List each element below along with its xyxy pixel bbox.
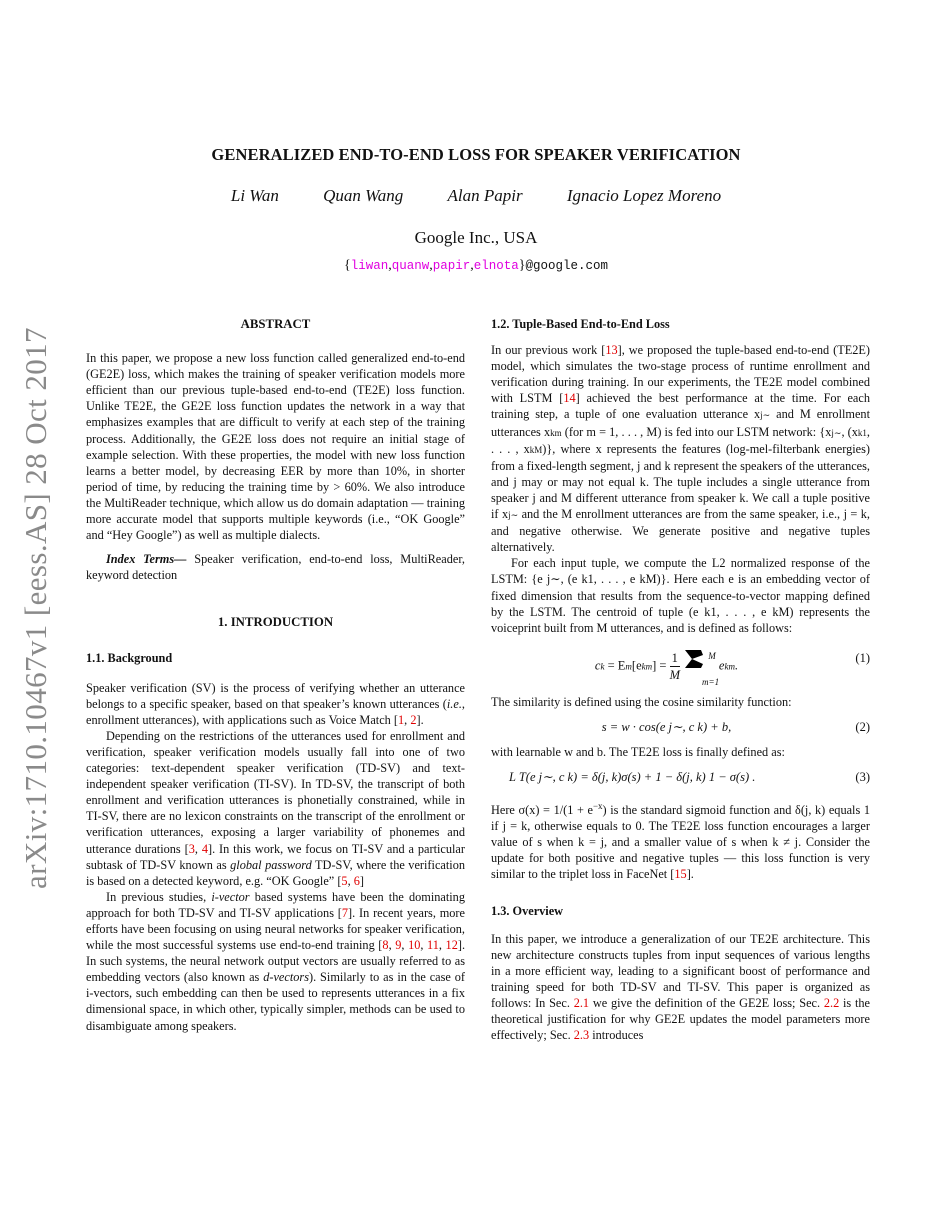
author-name: Alan Papir [447, 186, 523, 205]
paragraph: Here $\sigma(x) = 1/(1 + e^{-x})$ is the standard sigmoid function and δ(j, k) equals 1 if j = k, otherwise equals to 0. The TE2E loss function encourages a larger value of s when k = j, and a smaller value of s when k ≠ j. Consider the update for both positive and negative tuples — this loss function is very similar to the triplet loss in FaceNet [15]. [491, 800, 870, 882]
citation-link[interactable]: 5 [341, 873, 348, 888]
intro-heading: 1. INTRODUCTION [217, 615, 334, 630]
paper-title: GENERALIZED END-TO-END LOSS FOR SPEAKER VERIFICATION [211, 145, 741, 164]
tuple-heading: 1.2. Tuple-Based End-to-End Loss [491, 317, 670, 331]
paragraph: The similarity is defined using the cosine similarity function: [491, 694, 792, 709]
abstract-text: In this paper, we propose a new loss function called generalized end-to-end (GE2E) loss, which makes the training of speaker verification models more efficient than our previous tuple-based end-to-end (TE2E) loss function. Unlike TE2E, the GE2E loss function updates the network in a way that emphasizes examples that are difficult to verify at each step of the training process. Additionally, the GE2E loss does not require an initial stage of example selection. With these properties, the model with new loss function learns a better model, by decreasing EER by more than 10%, in shorter period of time, by reducing the training time by > 60%. We also introduce the MultiReader technique, which allow us do domain adaptation — training more accurate model that supports multiple keywords (i.e., “OK Google” and “Hey Google”) as well as multiple dialects. [86, 351, 465, 543]
equation-1: ck = Em[ekm] = $\frac{1}{M}$ $^M$ ekm. m=1 (1) [594, 650, 870, 687]
citation-link[interactable]: 8 [382, 938, 389, 953]
email-line: {liwan,quanw,papir,elnota}@google.com [343, 258, 609, 273]
affiliation: Google Inc., USA [414, 228, 538, 247]
overview-heading: 1.3. Overview [491, 903, 564, 918]
author-name: Ignacio Lopez Moreno [566, 186, 722, 205]
index-terms: Index Terms— Speaker verification, end-to-end loss, MultiReader, keyword detection [86, 552, 465, 583]
paragraph: with learnable w and b. The TE2E loss is finally defined as: [491, 744, 785, 759]
background-heading: 1.1. Background [86, 650, 173, 665]
paragraph: In our previous work [13], we proposed the tuple-based end-to-end (TE2E) model, which simulates the two-stage process of runtime enrollment and verification during training. In our experiments, the TE2E model combined with LSTM [14] achieved the best performance at the time. For each training step, a tuple of one evaluation utterance xj∼ and M enrollment utterances xkm (for m = 1, . . . , M) is fed into our LSTM network: {xj∼, (xk1, . . . , xkM)}, where x represents the features (log-mel-filterbank energies) from a fixed-length segment, j and k represent the speakers of the utterances, and j may or may not equal k. The tuple includes a single utterance from speaker j and M different utterance from speaker k. We call a tuple positive if xj∼ and the M enrollment utterances are from the same speaker, i.e., j = k, and negative otherwise. We generate positive and negative tuples alternatively. [491, 343, 871, 555]
citation-link[interactable]: 3 [188, 841, 195, 856]
section-link[interactable]: 2.1 [573, 996, 590, 1010]
email-link[interactable]: liwan [350, 259, 389, 273]
email-link[interactable]: papir [432, 259, 471, 273]
right-column [491, 316, 870, 1043]
citation-link[interactable]: 6 [353, 873, 360, 888]
author-name: Li Wan [230, 186, 279, 205]
email-link[interactable]: quanw [391, 259, 430, 273]
citation-link[interactable]: 4 [201, 841, 208, 856]
email-domain: @google.com [525, 259, 609, 273]
citation-link[interactable]: 13 [605, 343, 618, 358]
equation-3: L T(e j∼, c k) = δ(j, k)σ(s) + 1 − δ(j, k) 1 − σ(s) . (3) [509, 769, 870, 784]
citation-link[interactable]: 10 [408, 938, 421, 953]
summation-icon [683, 658, 705, 674]
paragraph: Speaker verification (SV) is the process of verifying whether an utterance belongs to a specific speaker, based on that speaker’s known utterances (i.e., enrollment utterances), with applications such as Voice Match [1, 2]. [86, 680, 465, 727]
citation-link[interactable]: 12 [445, 938, 458, 953]
author-list [0, 186, 952, 206]
paragraph: In this paper, we introduce a generalization of our TE2E architecture. This new architecture constructs tuples from input sequences of various lengths in a more efficient way, leading to a significant boost of performance and training speed for both TD-SV and TI-SV. This paper is organized as follows: In Sec. 2.1 we give the definition of the GE2E loss; Sec. 2.2 is the theoretical justification for why GE2E updates the model parameters more effectively; Sec. 2.3 introduces [491, 931, 871, 1043]
section-link[interactable]: 2.3 [573, 1028, 590, 1043]
arxiv-side-label: arXiv:1710.10467v1 [eess.AS] 28 Oct 2017 [18, 326, 54, 889]
paragraph: For each input tuple, we compute the L2 normalized response of the LSTM: {e j∼, (e k1, . . . , e kM)}. Here each e is an embedding vector of fixed dimension that results from the sequence-to-vector mapping defined by the LSTM. The centroid of tuple (e k1, . . . , e kM) represents the voiceprint built from M utterances, and is defined as follows: [491, 556, 870, 635]
equation-2: s = w · cos(e j∼, c k) + b, (2) [601, 719, 870, 734]
section-link[interactable]: 2.2 [823, 996, 840, 1010]
citation-link[interactable]: 9 [395, 938, 402, 953]
email-link[interactable]: elnota [473, 259, 519, 273]
citation-link[interactable]: 11 [427, 938, 439, 953]
paragraph: Depending on the restrictions of the utterances used for enrollment and verification, speaker verification models usually fall into one of two categories: text-dependent speaker verification (TD-SV) and text-independent speaker verification (TI-SV). In TD-SV, the transcript of both enrollment and verification utterances is phonetially constrained, while in TI-SV, there are no lexicon constraints on the transcript of the enrollment or verification utterances, exposing a larger variability of phonemes and utterance durations [3, 4]. In this work, we focus on TI-SV and a particular subtask of TD-SV known as global password TD-SV, where the verification is based on a detected keyword, e.g. “OK Google” [5, 6] [86, 728, 465, 888]
paragraph: In previous studies, i-vector based systems have been the dominating approach for both TD-SV and TI-SV applications [7]. In recent years, more efforts have been focusing on using neural networks for speaker verification, while the most successful systems use end-to-end training [8, 9, 10, 11, 12]. In such systems, the neural network output vectors are usually referred to as embedding vectors (also known as d-vectors). Similarly to as in the case of i-vectors, such embedding can then be used to represents utterances in a fix dimensional space, in which other, typically simpler, methods can be used to disambiguate among speakers. [86, 889, 466, 1033]
abstract-heading: ABSTRACT [240, 317, 311, 331]
citation-link[interactable]: 2 [410, 712, 417, 727]
citation-link[interactable]: 15 [674, 867, 687, 882]
citation-link[interactable]: 7 [341, 905, 349, 920]
author-name: Quan Wang [323, 186, 404, 205]
citation-link[interactable]: 1 [398, 712, 405, 727]
citation-link[interactable]: 14 [563, 391, 576, 406]
left-column [86, 316, 465, 1034]
